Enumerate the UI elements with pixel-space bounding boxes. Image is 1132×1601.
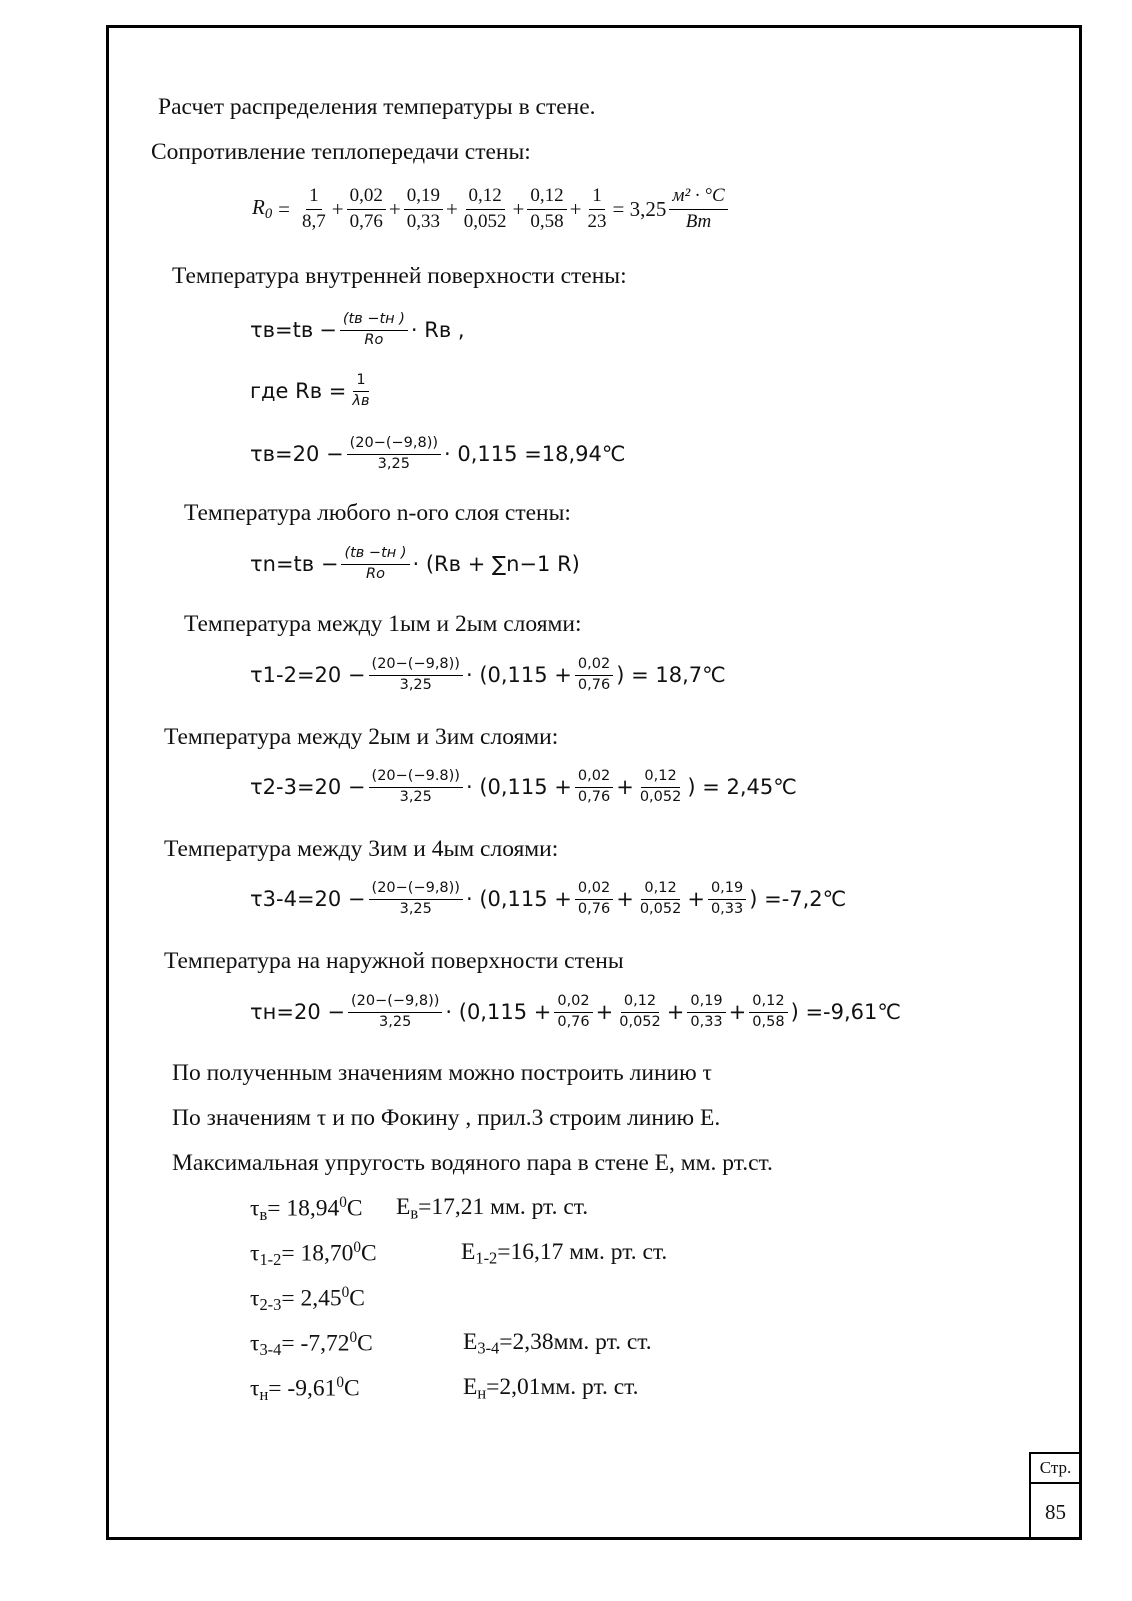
layer-2-3-label: Температура между 2ым и 3им слоями: [164, 724, 559, 750]
resistance-result: = 3,25 [612, 196, 667, 221]
page-stamp-label: Стр. [1029, 1452, 1082, 1484]
resistance-formula: $R_0$ = $\frac{1}{8,7}$ + $\frac{0,02}{0,76}$ + $\frac{0,19}{0,33}$ + $\frac{0,12}{0,052}$ + $\frac{0,12}{0,58}$ + $\frac{1}{23}$ = 3,25 $\frac{\text{м² · °C}}{Вт}$ [252, 186, 731, 233]
result-row: $\tau_в= 18,94^0C$ [250, 1194, 363, 1224]
resistance-unit: $\frac{\text{м² · °C}}{Вт}$ [669, 186, 727, 233]
heading: Расчет распределения температуры в стене. [158, 94, 596, 120]
note-line: Максимальная упругость водяного пара в стене E, мм. рт.ст. [172, 1150, 773, 1176]
fraction: $\frac{(20-(-9,8))}{3,25}$ [369, 657, 463, 694]
any-layer-formula: τn=tв − $\frac{(tв -tн )}{Ro}$ · (Rв + ∑n−1 R) [250, 545, 580, 582]
fraction: $\frac{0,19}{0,33}$ [687, 994, 725, 1031]
inner-surface-label: Температура внутренней поверхности стены: [172, 263, 627, 289]
page-number: 85 [1029, 1482, 1082, 1540]
result-row: $\tau_{2-3}= 2,45^0C$ [250, 1284, 365, 1314]
fraction: $\frac{0,12}{0,052}$ [463, 185, 507, 232]
result-e-value: $E_н=2,01мм$. рт. ст. [463, 1374, 639, 1403]
fraction: $\frac{(tв -tн )}{Ro}$ [340, 312, 408, 349]
result-row: $\tau_н= -9,61^0C$ [250, 1374, 360, 1404]
inner-surface-calc: τв=20 − $\frac{(20-(-9,8))}{3,25}$ · 0,115 =18,94℃ [250, 435, 626, 472]
fraction: $\frac{1}{\lambda в}$ [352, 372, 370, 409]
fraction: $\frac{0,02}{0,76}$ [554, 994, 592, 1031]
result-e-value: $E_{3-4}=2,38мм$. рт. ст. [463, 1329, 652, 1358]
outer-surface-label: Температура на наружной поверхности стены [164, 948, 624, 974]
layer-3-4-formula: τ3-4=20 − $\frac{(20-(-9,8))}{3,25}$ · (0,115 + $\frac{0,02}{0,76}$ + $\frac{0,12}{0,052}$ + $\frac{0,19}{0,33}$ ) =-7,2℃ [250, 880, 847, 917]
fraction: $\frac{0,02}{0,76}$ [575, 657, 613, 694]
fraction: $\frac{(20-(-9,8))}{3,25}$ [369, 881, 463, 918]
fraction: $\frac{0,02}{0,76}$ [575, 881, 613, 918]
any-layer-label: Температура любого n-ого слоя стены: [184, 500, 571, 526]
result-row: $\tau_{1-2}= 18,70^0C$ [250, 1239, 377, 1269]
resistance-label: Сопротивление теплопередачи стены: [151, 139, 531, 165]
result-row: $\tau_{3-4}= -7,72^0C$ [250, 1329, 373, 1359]
result-e-value: $E_{1-2}=16,17$ мм. рт. ст. [461, 1239, 668, 1268]
fraction: $\frac{1}{23}$ [587, 185, 607, 232]
note-line: По полученным значениям можно построить линию τ [172, 1060, 712, 1086]
result-e-value: $E_в=17,21$ мм. рт. ст. [396, 1194, 589, 1223]
fraction: $\frac{(20-(-9,8))}{3,25}$ [347, 436, 441, 473]
fraction: $\frac{0,12}{0,052}$ [639, 768, 682, 805]
fraction: $\frac{1}{8,7}$ [302, 185, 326, 232]
fraction: $\frac{0,12}{0,052}$ [619, 993, 661, 1030]
r0-symbol: $R_0$ [252, 194, 273, 223]
fraction: $\frac{0,19}{0,33}$ [404, 186, 443, 233]
fraction: $\frac{0,02}{0,76}$ [347, 186, 386, 233]
fraction: $\frac{(20-(-9,8))}{3,25}$ [348, 994, 442, 1031]
note-line: По значениям τ и по Фокину , прил.3 строим линию E. [172, 1105, 721, 1131]
layer-1-2-label: Температура между 1ым и 2ым слоями: [184, 611, 582, 637]
fraction: $\frac{0,12}{0,58}$ [749, 994, 787, 1031]
layer-3-4-label: Температура между 3им и 4ым слоями: [164, 836, 559, 862]
fraction: $\frac{0,19}{0,33}$ [708, 881, 746, 918]
outer-surface-formula: τн=20 − $\frac{(20-(-9,8))}{3,25}$ · (0,115 + $\frac{0,02}{0,76}$ + $\frac{0,12}{0,052}$ + $\frac{0,19}{0,33}$ + $\frac{0,12}{0,58}$ ) =-9,61℃ [250, 993, 901, 1030]
layer-1-2-formula: τ1-2=20 − $\frac{(20-(-9,8))}{3,25}$ · (0,115 + $\frac{0,02}{0,76}$ ) = 18,7℃ [250, 656, 726, 693]
fraction: $\frac{(20-(-9.8))}{3,25}$ [369, 769, 463, 806]
layer-2-3-formula: τ2-3=20 − $\frac{(20-(-9.8))}{3,25}$ · (0,115 + $\frac{0,02}{0,76}$ + $\frac{0,12}{0,052}$ ) = 2,45℃ [250, 768, 797, 805]
fraction: $\frac{0,12}{0,58}$ [527, 186, 566, 233]
fraction: $\frac{0,02}{0,76}$ [575, 769, 613, 806]
inner-surface-formula: τв=tв − $\frac{(tв -tн )}{Ro}$ · Rв , [250, 311, 465, 348]
fraction: $\frac{(tв -tн )}{Ro}$ [341, 546, 409, 583]
inner-surface-where: где Rв = $\frac{1}{\lambda в}$ [250, 373, 376, 410]
fraction: $\frac{0,12}{0,052}$ [639, 880, 682, 917]
